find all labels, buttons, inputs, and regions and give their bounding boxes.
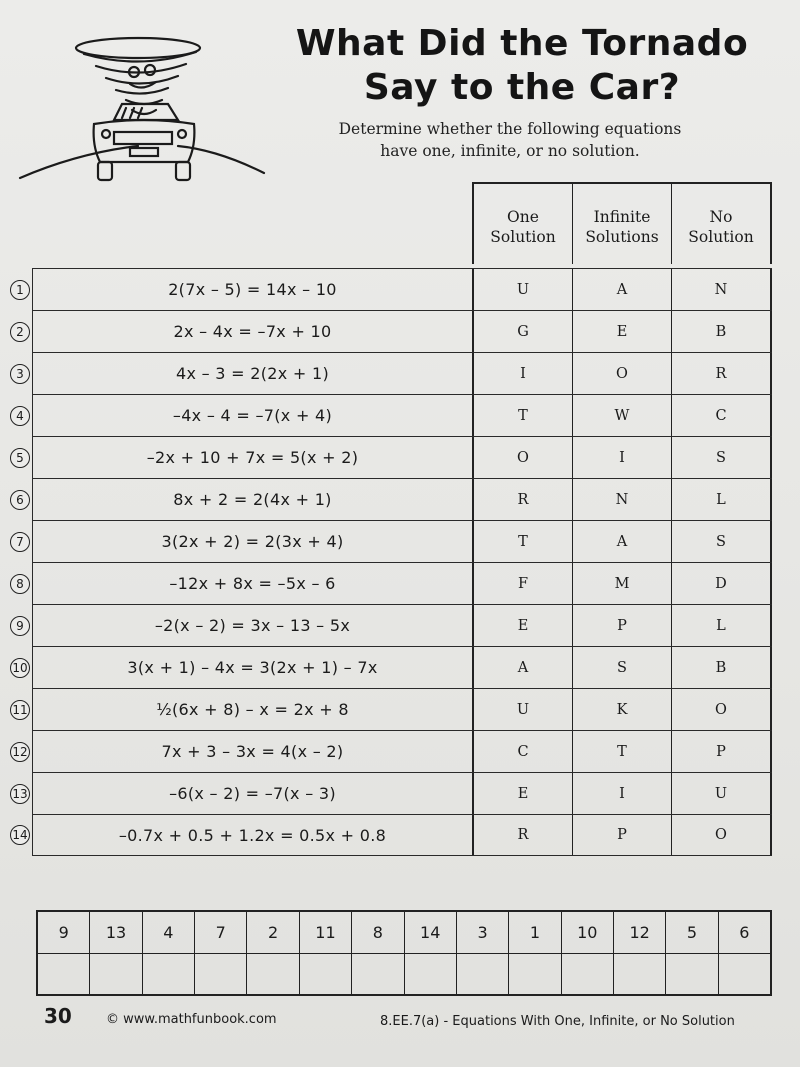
equation-row: [12, 730, 772, 772]
instructions-line-1: Determine whether the following equations: [338, 120, 682, 138]
equation: ½(6x + 8) – x = 2x + 8: [32, 689, 472, 730]
letter-infinite: T: [573, 731, 672, 772]
answer-letters: [472, 773, 772, 814]
decoder-answer-blank[interactable]: [457, 954, 509, 995]
letter-none: U: [714, 785, 728, 802]
title-line-2: Say to the Car?: [363, 67, 681, 108]
decoder-number: 8: [352, 912, 404, 953]
decoder-answer-blank[interactable]: [614, 954, 666, 995]
equation: 8x + 2 = 2(4x + 1): [32, 479, 472, 520]
decoder-number: 9: [38, 912, 90, 953]
row-number: 10: [10, 658, 30, 678]
letter-none: R: [715, 365, 727, 382]
decoder-answer-blank[interactable]: [195, 954, 247, 995]
page-number: 30: [44, 1004, 72, 1028]
answer-letters: [472, 311, 772, 352]
equation-table: [12, 268, 772, 856]
header-infinite-solutions: Infinite Solutions: [573, 184, 672, 264]
letter-one: F: [474, 563, 573, 604]
equation: 2x – 4x = –7x + 10: [32, 311, 472, 352]
letter-infinite: I: [573, 437, 672, 478]
letter-none: B: [715, 659, 727, 676]
row-number: 4: [10, 406, 30, 426]
letter-none: O: [715, 827, 727, 843]
letter-infinite: A: [573, 521, 672, 562]
equation-row: [12, 688, 772, 730]
letter-one: C: [474, 731, 573, 772]
letter-none: D: [715, 575, 727, 592]
row-number: 3: [10, 364, 30, 384]
letter-none: S: [716, 449, 726, 466]
equation-row: [16, 520, 772, 562]
equation-row: [12, 772, 772, 814]
equation: 3(x + 1) – 4x = 3(2x + 1) – 7x: [32, 647, 472, 688]
equation: –0.7x + 0.5 + 1.2x = 0.5x + 0.8: [32, 815, 472, 855]
decoder-number: 5: [666, 912, 718, 953]
equation-row: [12, 646, 772, 688]
letter-none: O: [715, 701, 727, 718]
header-no-solution: No Solution: [688, 208, 754, 246]
decoder-number: 7: [195, 912, 247, 953]
decoder-number: 2: [247, 912, 299, 953]
equation-row: [12, 814, 772, 856]
worksheet-title: [262, 22, 782, 110]
standard-label: 8.EE.7(a) - Equations With One, Infinite, or No Solution: [380, 1014, 735, 1029]
answer-letters: [472, 605, 772, 646]
letter-one: U: [474, 689, 573, 730]
decoder-answer-row: [38, 953, 770, 995]
equation: –2(x – 2) = 3x – 13 – 5x: [32, 605, 472, 646]
decoder-number: 6: [739, 923, 750, 942]
row-number: 6: [10, 490, 30, 510]
letter-infinite: N: [573, 479, 672, 520]
letter-infinite: K: [573, 689, 672, 730]
equation-row: [16, 562, 772, 604]
equation-row: [16, 478, 772, 520]
answer-letters: [472, 353, 772, 394]
letter-one: I: [474, 353, 573, 394]
answer-letters: [472, 647, 772, 688]
letter-none: B: [715, 323, 727, 340]
row-number: 2: [10, 322, 30, 342]
decoder-number: 4: [143, 912, 195, 953]
letter-infinite: P: [573, 605, 672, 646]
decoder-number: 14: [405, 912, 457, 953]
decoder-grid: [36, 910, 772, 996]
website-credit: © www.mathfunbook.com: [106, 1012, 277, 1027]
equation-row: [16, 394, 772, 436]
equation: –2x + 10 + 7x = 5(x + 2): [32, 437, 472, 478]
decoder-answer-blank[interactable]: [38, 954, 90, 995]
row-number: 11: [10, 700, 30, 720]
equation-row: [16, 604, 772, 646]
decoder-answer-blank[interactable]: [143, 954, 195, 995]
answer-letters: [472, 689, 772, 730]
decoder-number: 13: [90, 912, 142, 953]
answer-letters: [472, 815, 772, 855]
equation: 3(2x + 2) = 2(3x + 4): [32, 521, 472, 562]
answer-letters: [472, 437, 772, 478]
letter-none: S: [716, 533, 726, 550]
equation-row: [16, 352, 772, 394]
decoder-answer-blank[interactable]: [352, 954, 404, 995]
decoder-number: 10: [562, 912, 614, 953]
letter-one: A: [474, 647, 573, 688]
decoder-answer-blank[interactable]: [509, 954, 561, 995]
letter-infinite: E: [573, 311, 672, 352]
instructions: [300, 118, 720, 162]
letter-one: E: [474, 605, 573, 646]
decoder-number: 12: [614, 912, 666, 953]
row-number: 8: [10, 574, 30, 594]
decoder-number: 11: [300, 912, 352, 953]
letter-infinite: I: [573, 773, 672, 814]
decoder-answer-blank[interactable]: [666, 954, 718, 995]
decoder-numbers-row: [38, 912, 770, 953]
letter-infinite: P: [573, 815, 672, 855]
equation: –12x + 8x = –5x – 6: [32, 563, 472, 604]
instructions-line-2: have one, infinite, or no solution.: [380, 142, 640, 160]
letter-none: L: [716, 617, 726, 634]
equation: –6(x – 2) = –7(x – 3): [32, 773, 472, 814]
letter-none: L: [716, 491, 726, 508]
letter-none: P: [716, 743, 726, 760]
letter-one: O: [474, 437, 573, 478]
equation: 4x – 3 = 2(2x + 1): [32, 353, 472, 394]
letter-one: R: [474, 479, 573, 520]
answer-letters: [472, 269, 772, 310]
letter-infinite: M: [573, 563, 672, 604]
row-number: 9: [10, 616, 30, 636]
letter-infinite: W: [573, 395, 672, 436]
row-number: 14: [10, 825, 30, 845]
equation: –4x – 4 = –7(x + 4): [32, 395, 472, 436]
row-number: 13: [10, 784, 30, 804]
letter-infinite: S: [573, 647, 672, 688]
letter-none: C: [715, 407, 727, 424]
header-one-solution: One Solution: [474, 184, 573, 264]
answer-letters: [472, 479, 772, 520]
answer-letters: [472, 521, 772, 562]
decoder-answer-blank[interactable]: [405, 954, 457, 995]
letter-one: T: [474, 395, 573, 436]
decoder-answer-blank[interactable]: [247, 954, 299, 995]
decoder-answer-blank[interactable]: [719, 954, 770, 995]
letter-one: U: [474, 269, 573, 310]
tornado-car-illustration: [18, 28, 268, 188]
equation-row: [16, 436, 772, 478]
answer-letters: [472, 563, 772, 604]
row-number: 5: [10, 448, 30, 468]
row-number: 1: [10, 280, 30, 300]
letter-one: G: [474, 311, 573, 352]
row-number: 12: [10, 742, 30, 762]
equation-row: [16, 268, 772, 310]
answer-letters: [472, 395, 772, 436]
decoder-answer-blank[interactable]: [562, 954, 614, 995]
equation: 7x + 3 – 3x = 4(x – 2): [32, 731, 472, 772]
decoder-number: 3: [457, 912, 509, 953]
letter-one: R: [474, 815, 573, 855]
letter-infinite: A: [573, 269, 672, 310]
answer-column-headers: [472, 182, 772, 264]
letter-none: N: [714, 281, 728, 298]
letter-one: E: [474, 773, 573, 814]
letter-one: T: [474, 521, 573, 562]
equation-row: [16, 310, 772, 352]
decoder-answer-blank[interactable]: [90, 954, 142, 995]
decoder-answer-blank[interactable]: [300, 954, 352, 995]
equation: 2(7x – 5) = 14x – 10: [32, 269, 472, 310]
decoder-number: 1: [509, 912, 561, 953]
answer-letters: [472, 731, 772, 772]
title-line-1: What Did the Tornado: [295, 23, 749, 64]
letter-infinite: O: [573, 353, 672, 394]
row-number: 7: [10, 532, 30, 552]
